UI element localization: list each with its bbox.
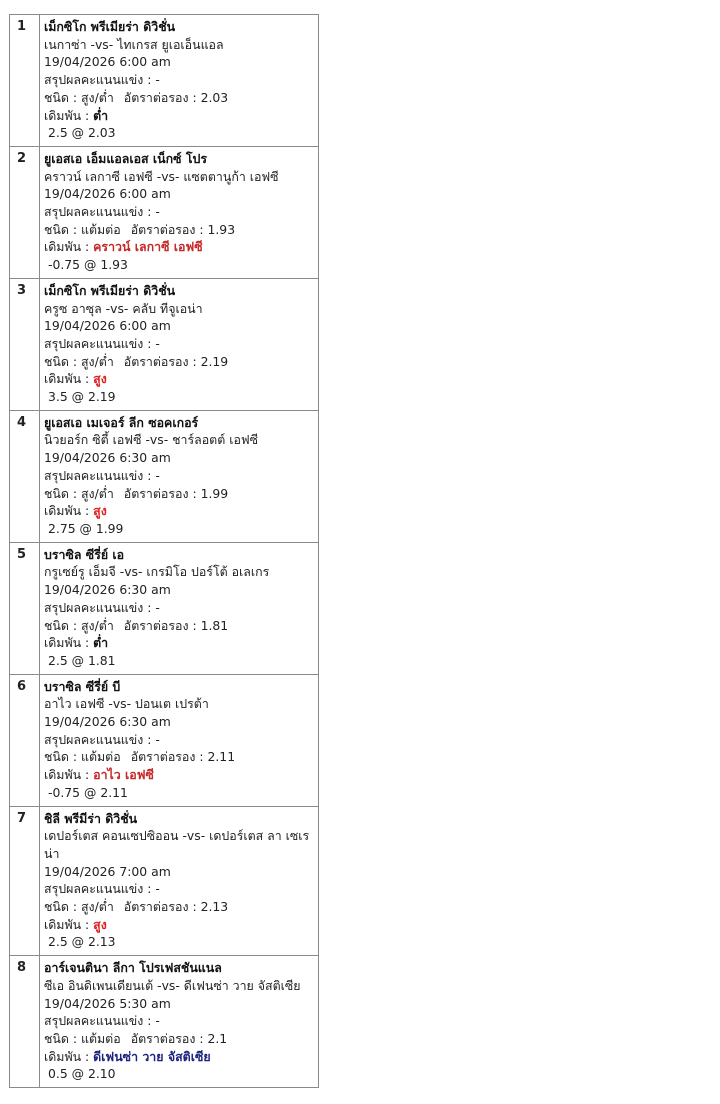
match-teams — [44, 977, 314, 995]
bet-label: เดิมพัน : — [44, 767, 94, 783]
vs-label: -vs- — [108, 696, 132, 712]
odds-label: อัตราต่อรอง : — [130, 1030, 208, 1046]
bet-pick-row — [44, 1048, 314, 1066]
away-team: แซตตานูก้า เอฟซี — [183, 168, 279, 184]
odds-value: 2.13 — [200, 899, 229, 915]
vs-label: -vs- — [119, 564, 143, 580]
bet-pick-row — [44, 916, 314, 934]
bet-number: 2 — [10, 146, 40, 278]
bet-type-value: สูง/ต่ำ — [80, 89, 114, 105]
bet-pick: สูง — [93, 503, 107, 519]
bet-row — [10, 956, 319, 1088]
score-summary: สรุปผลคะแนนแข่ง : - — [44, 335, 160, 351]
score-summary: สรุปผลคะแนนแข่ง : - — [44, 467, 160, 483]
match-datetime: 19/04/2026 5:30 am — [44, 995, 171, 1011]
handicap-odds: -0.75 @ 1.93 — [48, 257, 128, 273]
bet-type-value: แต้มต่อ — [80, 749, 121, 765]
bet-pick: สูง — [93, 916, 107, 932]
match-teams — [44, 300, 314, 318]
home-team: คราวน์ เลกาซี เอฟซี — [44, 168, 153, 184]
bet-type-value: แต้มต่อ — [80, 1030, 121, 1046]
bet-row — [10, 806, 319, 956]
odds-label: อัตราต่อรอง : — [123, 485, 201, 501]
match-teams — [44, 695, 314, 713]
bet-details — [40, 146, 319, 278]
bet-details — [40, 674, 319, 806]
handicap-odds: -0.75 @ 2.11 — [48, 784, 128, 800]
odds-label: อัตราต่อรอง : — [123, 617, 201, 633]
vs-label: -vs- — [156, 168, 180, 184]
vs-label: -vs- — [145, 432, 169, 448]
bet-label: เดิมพัน : — [44, 107, 94, 123]
bet-type-row — [44, 89, 314, 107]
away-team: ดีเฟนซ่า วาย จัสติเซีย — [183, 977, 301, 993]
league-name: ยูเอสเอ เมเจอร์ ลีก ซอคเกอร์ — [44, 414, 199, 430]
bet-pick: ดีเฟนซ่า วาย จัสติเซีย — [93, 1048, 211, 1064]
bet-row — [10, 542, 319, 674]
bet-type-label: ชนิด : — [44, 221, 81, 237]
bet-pick: สูง — [93, 371, 107, 387]
bet-pick-row — [44, 502, 314, 520]
home-team: กรูเซย์รู เอ็มจี — [44, 564, 116, 580]
bet-number: 8 — [10, 956, 40, 1088]
bet-pick: ต่ำ — [93, 635, 109, 651]
away-team: คลับ ทีจูเอน่า — [132, 300, 203, 316]
score-summary: สรุปผลคะแนนแข่ง : - — [44, 1013, 160, 1029]
bet-type-label: ชนิด : — [44, 485, 81, 501]
league-name: ชิลี พรีมีร่า ดิวิชั่น — [44, 810, 138, 826]
bet-number: 7 — [10, 806, 40, 956]
bet-details — [40, 956, 319, 1088]
bet-row — [10, 674, 319, 806]
league-name: เม็กซิโก พรีเมียร่า ดิวิชั่น — [44, 19, 176, 34]
bet-row — [10, 278, 319, 410]
bet-number: 1 — [10, 15, 40, 147]
odds-value: 2.19 — [200, 353, 229, 369]
league-name: อาร์เจนตินา ลีกา โปรเฟสชันแนล — [44, 960, 222, 976]
bet-label: เดิมพัน : — [44, 916, 94, 932]
odds-label: อัตราต่อรอง : — [123, 353, 201, 369]
bet-type-row — [44, 617, 314, 635]
bet-label: เดิมพัน : — [44, 239, 94, 255]
bet-row — [10, 410, 319, 542]
score-summary: สรุปผลคะแนนแข่ง : - — [44, 731, 160, 747]
odds-label: อัตราต่อรอง : — [130, 749, 208, 765]
bet-number: 3 — [10, 278, 40, 410]
bet-type-row — [44, 898, 314, 916]
bet-details — [40, 15, 319, 147]
bet-type-label: ชนิด : — [44, 1030, 81, 1046]
vs-label: -vs- — [105, 300, 129, 316]
bet-label: เดิมพัน : — [44, 635, 94, 651]
score-summary: สรุปผลคะแนนแข่ง : - — [44, 881, 160, 897]
bet-pick: คราวน์ เลกาซี เอฟซี — [93, 239, 203, 255]
bet-type-value: สูง/ต่ำ — [80, 485, 114, 501]
match-datetime: 19/04/2026 6:30 am — [44, 582, 171, 598]
bet-details — [40, 278, 319, 410]
odds-value: 1.93 — [207, 221, 236, 237]
away-team: ชาร์ลอตต์ เอฟซี — [172, 432, 259, 448]
home-team: อาไว เอฟซี — [44, 696, 105, 712]
away-team: เกรมิโอ ปอร์โต้ อเลเกร — [146, 564, 270, 580]
vs-label: -vs- — [90, 36, 114, 52]
bet-pick-row — [44, 107, 314, 125]
score-summary: สรุปผลคะแนนแข่ง : - — [44, 72, 160, 88]
handicap-odds: 2.5 @ 2.13 — [48, 934, 116, 950]
bet-pick-row — [44, 634, 314, 652]
handicap-odds: 2.75 @ 1.99 — [48, 520, 124, 536]
match-datetime: 19/04/2026 7:00 am — [44, 863, 171, 879]
bet-label: เดิมพัน : — [44, 371, 94, 387]
match-datetime: 19/04/2026 6:30 am — [44, 714, 171, 730]
vs-label: -vs- — [157, 977, 180, 993]
league-name: เม็กซิโก พรีเมียร่า ดิวิชั่น — [44, 282, 176, 298]
bet-number: 5 — [10, 542, 40, 674]
handicap-odds: 2.5 @ 2.03 — [48, 125, 116, 141]
match-teams — [44, 827, 314, 862]
home-team: ซีเอ อินดิเพนเดียนเต้ — [44, 977, 154, 993]
bet-slip-body — [10, 15, 319, 1088]
bet-number: 6 — [10, 674, 40, 806]
odds-value: 1.81 — [200, 617, 229, 633]
match-datetime: 19/04/2026 6:00 am — [44, 186, 171, 202]
handicap-odds: 2.5 @ 1.81 — [48, 652, 116, 668]
bet-details — [40, 806, 319, 956]
away-team: เดปอร์เตส ลา เซเรน่า — [44, 828, 310, 861]
bet-number: 4 — [10, 410, 40, 542]
home-team: เนกาซ่า — [44, 36, 87, 52]
odds-value: 2.1 — [207, 1030, 228, 1046]
away-team: ไทเกรส ยูเอเอ็นแอล — [117, 36, 224, 52]
bet-type-value: สูง/ต่ำ — [80, 899, 114, 915]
bet-type-label: ชนิด : — [44, 617, 81, 633]
match-teams — [44, 36, 314, 54]
bet-slip-table — [9, 14, 319, 1088]
bet-type-label: ชนิด : — [44, 749, 81, 765]
bet-type-row — [44, 1030, 314, 1048]
bet-pick-row — [44, 370, 314, 388]
bet-type-row — [44, 353, 314, 371]
vs-label: -vs- — [182, 828, 206, 844]
home-team: ครูซ อาซุล — [44, 300, 102, 316]
league-name: บราซิล ซีรี่ย์ เอ — [44, 546, 125, 562]
odds-label: อัตราต่อรอง : — [123, 899, 201, 915]
handicap-odds: 0.5 @ 2.10 — [48, 1066, 116, 1082]
match-datetime: 19/04/2026 6:30 am — [44, 450, 171, 466]
bet-row — [10, 15, 319, 147]
league-name: ยูเอสเอ เอ็มแอลเอส เน็กซ์ โปร — [44, 150, 208, 166]
bet-type-label: ชนิด : — [44, 899, 81, 915]
odds-label: อัตราต่อรอง : — [130, 221, 208, 237]
bet-details — [40, 410, 319, 542]
bet-type-row — [44, 485, 314, 503]
score-summary: สรุปผลคะแนนแข่ง : - — [44, 204, 160, 220]
bet-pick: อาไว เอฟซี — [93, 767, 154, 783]
bet-type-label: ชนิด : — [44, 89, 81, 105]
odds-value: 2.03 — [200, 89, 229, 105]
match-teams — [44, 168, 314, 186]
odds-value: 1.99 — [200, 485, 229, 501]
bet-label: เดิมพัน : — [44, 503, 94, 519]
home-team: เดปอร์เตส คอนเซปซิออน — [44, 828, 179, 844]
bet-type-value: สูง/ต่ำ — [80, 353, 114, 369]
match-datetime: 19/04/2026 6:00 am — [44, 318, 171, 334]
bet-label: เดิมพัน : — [44, 1048, 94, 1064]
odds-value: 2.11 — [207, 749, 236, 765]
bet-type-value: แต้มต่อ — [80, 221, 121, 237]
bet-details — [40, 542, 319, 674]
odds-label: อัตราต่อรอง : — [123, 89, 201, 105]
bet-pick-row — [44, 238, 314, 256]
bet-type-row — [44, 748, 314, 766]
match-datetime: 19/04/2026 6:00 am — [44, 54, 171, 70]
score-summary: สรุปผลคะแนนแข่ง : - — [44, 599, 160, 615]
match-teams — [44, 563, 314, 581]
bet-row — [10, 146, 319, 278]
bet-type-value: สูง/ต่ำ — [80, 617, 114, 633]
bet-pick: ต่ำ — [93, 107, 109, 123]
home-team: นิวยอร์ก ซิตี้ เอฟซี — [44, 432, 142, 448]
match-teams — [44, 431, 314, 449]
bet-type-label: ชนิด : — [44, 353, 81, 369]
bet-pick-row — [44, 766, 314, 784]
handicap-odds: 3.5 @ 2.19 — [48, 389, 116, 405]
league-name: บราซิล ซีรี่ย์ บี — [44, 678, 121, 694]
bet-type-row — [44, 221, 314, 239]
away-team: ปอนเต เปรต้า — [135, 696, 209, 712]
